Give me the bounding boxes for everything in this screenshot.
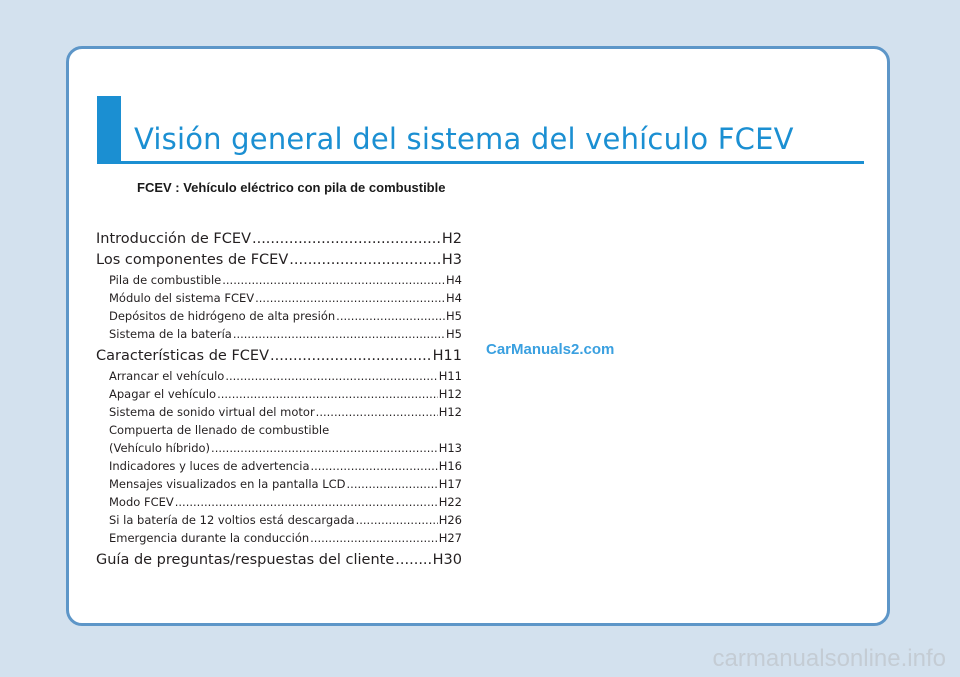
toc-leader-dots xyxy=(270,346,432,367)
toc-entry-page: H11 xyxy=(432,348,462,364)
toc-entry-label: Introducción de FCEV xyxy=(96,231,251,247)
toc-subentry[interactable] xyxy=(96,511,462,529)
toc-leader-dots xyxy=(217,385,438,403)
toc-subentry[interactable] xyxy=(96,385,462,403)
toc-leader-dots xyxy=(310,529,438,547)
page-subtitle: FCEV : Vehículo eléctrico con pila de combustible xyxy=(137,180,446,195)
toc-entry[interactable] xyxy=(96,550,462,571)
toc-entry-page: H4 xyxy=(446,291,462,305)
toc-leader-dots xyxy=(336,307,445,325)
toc-subentry[interactable] xyxy=(96,271,462,289)
title-underline xyxy=(97,161,864,164)
toc-entry-page: H22 xyxy=(438,495,462,509)
toc-leader-dots xyxy=(233,325,445,343)
toc-entry-label: Arrancar el vehículo xyxy=(109,369,225,383)
toc-subentry[interactable] xyxy=(96,325,462,343)
page-title: Visión general del sistema del vehículo FCEV xyxy=(134,122,794,156)
site-watermark: carmanualsonline.info xyxy=(712,645,946,672)
toc-entry-page: H26 xyxy=(438,513,462,527)
toc-entry-label: Mensajes visualizados en la pantalla LCD xyxy=(109,477,346,491)
toc-leader-dots xyxy=(289,250,441,271)
carmanuals-watermark: CarManuals2.com xyxy=(486,341,615,358)
toc-entry-label: Depósitos de hidrógeno de alta presión xyxy=(109,309,336,323)
table-of-contents xyxy=(96,229,462,571)
toc-entry-label: (Vehículo híbrido) xyxy=(109,441,211,455)
toc-entry-label: Pila de combustible xyxy=(109,273,222,287)
toc-entry-label: Módulo del sistema FCEV xyxy=(109,291,255,305)
toc-leader-dots xyxy=(311,457,438,475)
toc-entry-label: Sistema de la batería xyxy=(109,327,232,341)
toc-leader-dots xyxy=(316,403,438,421)
toc-entry-page: H16 xyxy=(438,459,462,473)
toc-subentry[interactable] xyxy=(96,493,462,511)
toc-entry-label: Emergencia durante la conducción xyxy=(109,531,310,545)
toc-entry-label: Características de FCEV xyxy=(96,348,269,364)
toc-leader-dots xyxy=(347,475,438,493)
toc-entry-label: Sistema de sonido virtual del motor xyxy=(109,405,315,419)
toc-subentry[interactable] xyxy=(96,289,462,307)
toc-leader-dots xyxy=(252,229,441,250)
toc-entry-page: H12 xyxy=(438,405,462,419)
toc-entry[interactable] xyxy=(96,346,462,367)
toc-subentry[interactable] xyxy=(96,403,462,421)
toc-subentry[interactable] xyxy=(96,457,462,475)
toc-entry[interactable] xyxy=(96,250,462,271)
toc-entry-label: Si la batería de 12 voltios está descargada xyxy=(109,513,355,527)
toc-leader-dots xyxy=(222,271,445,289)
toc-entry-page: H2 xyxy=(441,231,462,247)
toc-entry-page: H30 xyxy=(432,552,462,568)
toc-leader-dots xyxy=(175,493,438,511)
toc-entry-page: H4 xyxy=(446,273,462,287)
toc-subentry[interactable] xyxy=(96,307,462,325)
toc-leader-dots xyxy=(211,439,438,457)
toc-entry-label: Indicadores y luces de advertencia xyxy=(109,459,310,473)
toc-entry-page: H5 xyxy=(446,309,462,323)
title-accent-bar xyxy=(97,96,121,164)
toc-entry-page: H13 xyxy=(438,441,462,455)
toc-entry[interactable] xyxy=(96,229,462,250)
toc-subentry[interactable] xyxy=(96,439,462,457)
toc-subentry[interactable] xyxy=(96,475,462,493)
toc-entry-label: Los componentes de FCEV xyxy=(96,252,289,268)
toc-subentry[interactable] xyxy=(96,421,462,439)
toc-entry-label: Apagar el vehículo xyxy=(109,387,217,401)
toc-entry-page: H3 xyxy=(441,252,462,268)
toc-subentry[interactable] xyxy=(96,367,462,385)
toc-leader-dots xyxy=(356,511,438,529)
toc-entry-page: H17 xyxy=(438,477,462,491)
toc-entry-label: Compuerta de llenado de combustible xyxy=(109,423,330,437)
toc-leader-dots xyxy=(395,550,431,571)
toc-entry-page: H27 xyxy=(438,531,462,545)
toc-entry-label: Guía de preguntas/respuestas del cliente xyxy=(96,552,395,568)
toc-entry-page: H12 xyxy=(438,387,462,401)
toc-subentry[interactable] xyxy=(96,529,462,547)
toc-entry-label: Modo FCEV xyxy=(109,495,174,509)
toc-leader-dots xyxy=(225,367,437,385)
toc-entry-page: H11 xyxy=(438,369,462,383)
toc-leader-dots xyxy=(255,289,445,307)
toc-entry-page: H5 xyxy=(446,327,462,341)
